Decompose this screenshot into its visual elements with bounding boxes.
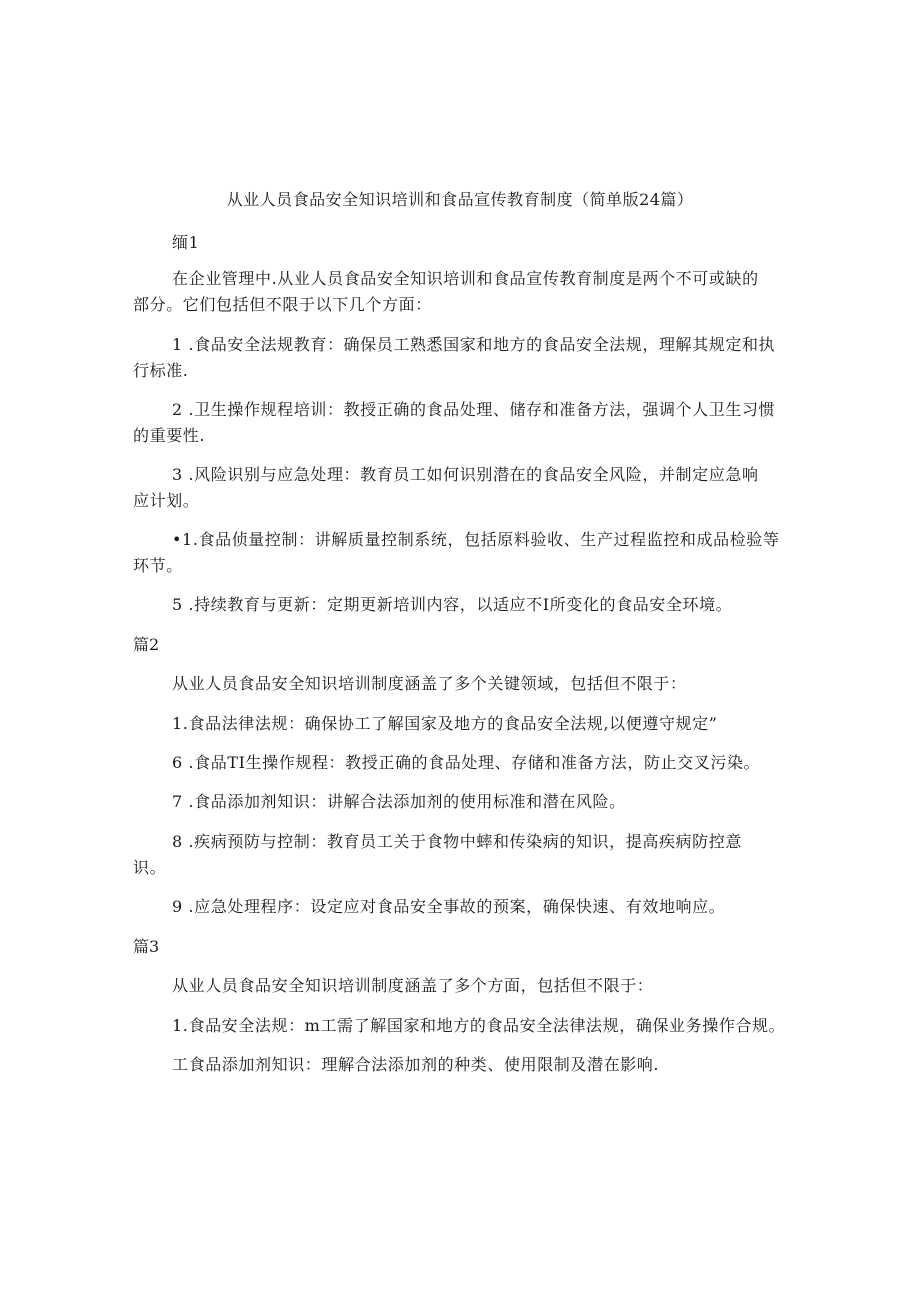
- section1-item3-line1: 3 .风险识别与应急处理：教育员工如何识别潜在的食品安全风险，并制定应急响: [172, 465, 759, 484]
- section1-item4-line2: 环节。: [133, 556, 183, 575]
- section3-heading: 篇3: [133, 937, 160, 956]
- section2-item4-line2: 识。: [133, 858, 167, 877]
- section2-item5-line1: 9 .应急处理程序：设定应对食品安全事故的预案，确保快速、有效地响应。: [172, 897, 726, 916]
- section1-intro-line1: 在企业管理中.从业人员食品安全知识培训和食品宣传教育制度是两个不可或缺的: [172, 269, 759, 288]
- section3-intro: 从业人员食品安全知识培训制度涵盖了多个方面，包括但不限于：: [172, 976, 654, 995]
- section2-item2-line1: 6 .食品TI生操作规程：教授正确的食品处理、存储和准备方法，防止交叉污染。: [172, 753, 761, 772]
- section1-item5-line1: 5 .持续教育与更新：定期更新培训内容，以适应不I所变化的食品安全环境。: [172, 595, 733, 614]
- section1-item2-line2: 的重要性.: [133, 426, 206, 445]
- section1-item2-line1: 2 .卫生操作规程培训：教授正确的食品处理、储存和准备方法，强调个人卫生习惯: [172, 400, 776, 419]
- section1-item1-line1: 1 .食品安全法规教育：确保员工熟悉国家和地方的食品安全法规，理解其规定和执: [172, 335, 776, 354]
- section1-item4-line1: •1.食品侦量控制：讲解质量控制系统，包括原料验收、生产过程监控和成品检验等: [172, 530, 780, 549]
- section2-item4-line1: 8 .疾病预防与控制：教育员工关于食物中蟀和传染病的知识，提高疾病防控意: [172, 832, 742, 851]
- section3-item1-line1: 1.食品安全法规：m工需了解国家和地方的食品安全法律法规，确保业务操作合规。: [172, 1016, 786, 1035]
- section3-item2-line1: 工食品添加剂知识：理解合法添加剂的种类、使用限制及潜在影响.: [172, 1055, 660, 1074]
- section1-intro-line2: 部分。它们包括但不限于以下几个方面：: [133, 295, 432, 314]
- section2-heading: 篇2: [133, 635, 160, 654]
- section1-item3-line2: 应计划。: [133, 491, 200, 510]
- section2-intro: 从业人员食品安全知识培训制度涵盖了多个关键领域，包括但不限于：: [172, 674, 687, 693]
- section2-item1-line1: 1.食品法律法规：确保协工了解国家及地方的食品安全法规,以便遵守规定”: [172, 714, 718, 733]
- section1-heading: 缅1: [172, 233, 200, 252]
- section2-item3-line1: 7 .食品添加剂知识：讲解合法添加剂的使用标准和潜在风险。: [172, 792, 626, 811]
- section1-item1-line2: 行标准.: [133, 361, 189, 380]
- document-title: 从业人员食品安全知识培训和食品宣传教育制度（简单版24篇）: [226, 190, 694, 209]
